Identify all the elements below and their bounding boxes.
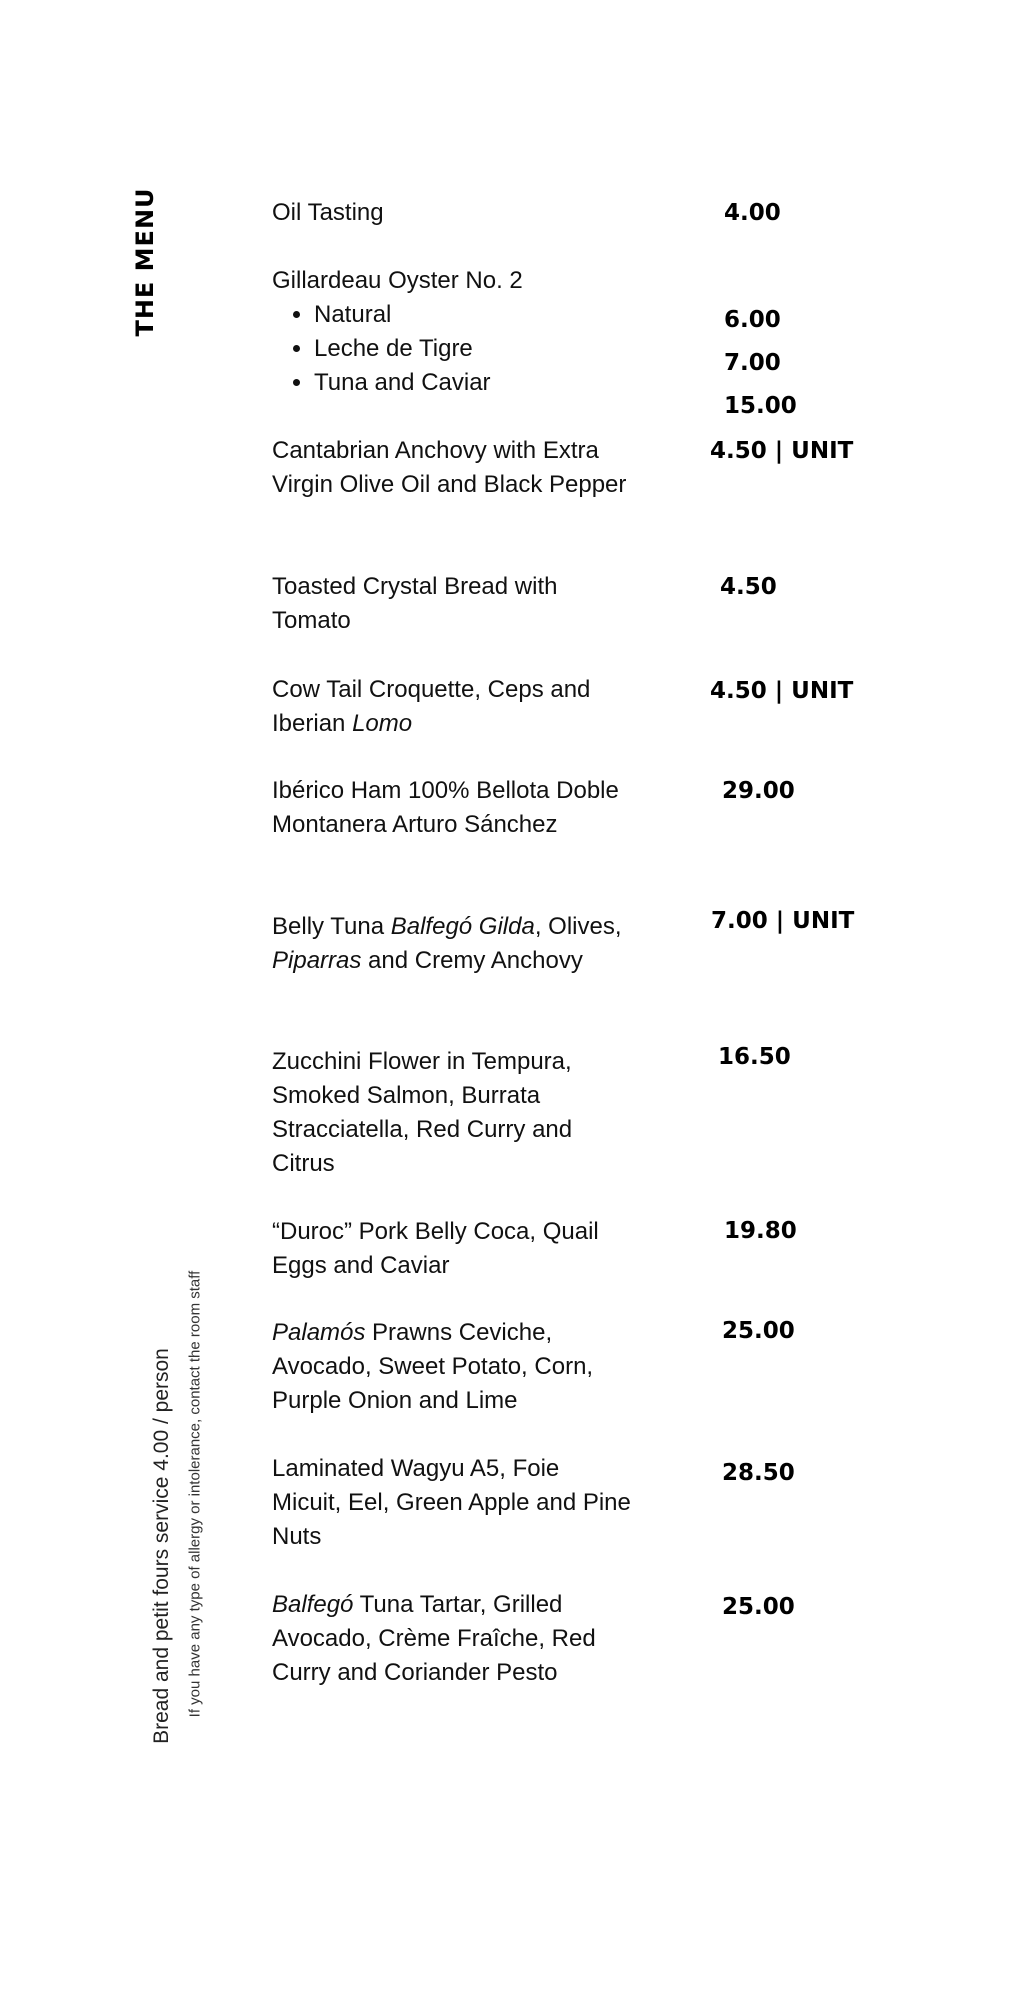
menu-item-price: 19.80 bbox=[724, 1218, 797, 1244]
menu-item-name-italic: Balfegó Gilda bbox=[390, 913, 535, 940]
menu-item-price: 25.00 bbox=[722, 1594, 795, 1620]
menu-item-name-text: and Cremy Anchovy bbox=[361, 947, 583, 974]
menu-item-name-italic: Palamós bbox=[272, 1319, 366, 1346]
menu-title: THE MENU bbox=[131, 187, 159, 337]
menu-item-name: Ibérico Ham 100% Bellota Doble Montanera Arturo Sánchez bbox=[272, 777, 619, 838]
menu-item-name-text: Tuna Tartar, Grilled Avocado, Crème Fraîche, Red Curry and Coriander Pesto bbox=[272, 1591, 596, 1686]
menu-item-price: 4.50 bbox=[720, 574, 777, 600]
menu-item-name: Oil Tasting bbox=[272, 199, 384, 226]
menu-item-name-text: , Olives, bbox=[534, 913, 622, 940]
menu-item-price: 4.00 bbox=[724, 200, 781, 226]
menu-item-name-italic: Piparras bbox=[272, 947, 362, 974]
menu-item-name bbox=[272, 910, 632, 978]
menu-item-name: Toasted Crystal Bread with Tomato bbox=[272, 573, 558, 634]
menu-item-name bbox=[272, 1588, 632, 1690]
option-price: 6.00 bbox=[724, 307, 781, 333]
menu-item-price: 28.50 bbox=[722, 1460, 795, 1486]
option-item: • Leche de Tigre bbox=[314, 332, 632, 366]
menu-item-name: Gillardeau Oyster No. 2 bbox=[272, 267, 523, 294]
menu-item-name: Laminated Wagyu A5, Foie Micuit, Eel, Green Apple and Pine Nuts bbox=[272, 1455, 631, 1550]
service-note: Bread and petit fours service 4.00 / person bbox=[150, 1348, 173, 1744]
menu-item-name: Cantabrian Anchovy with Extra Virgin Olive Oil and Black Pepper bbox=[272, 437, 627, 498]
allergy-note: If you have any type of allergy or intolerance, contact the room staff bbox=[186, 1270, 204, 1718]
menu-item-price: 25.00 bbox=[722, 1318, 795, 1344]
option-item: • Natural bbox=[314, 298, 632, 332]
option-item: • Tuna and Caviar bbox=[314, 366, 632, 400]
menu-item-name-text: Prawns Ceviche, Avocado, Sweet Potato, Corn, Purple Onion and Lime bbox=[272, 1319, 594, 1414]
option-list bbox=[272, 298, 632, 400]
option-price: 15.00 bbox=[724, 393, 797, 419]
menu-item-price: 7.00 | UNIT bbox=[711, 908, 855, 934]
menu-item-name-text: Cow Tail Croquette, Ceps and Iberian bbox=[272, 676, 591, 737]
option-price: 7.00 bbox=[724, 350, 781, 376]
menu-item-name: “Duroc” Pork Belly Coca, Quail Eggs and Caviar bbox=[272, 1218, 599, 1279]
menu-item-price: 4.50 | UNIT bbox=[710, 438, 854, 464]
menu-item-oyster bbox=[272, 264, 632, 400]
menu-item-name-text: Belly Tuna bbox=[272, 913, 391, 940]
menu-item-price: 29.00 bbox=[722, 778, 795, 804]
menu-item-name bbox=[272, 673, 632, 741]
menu-item-name: Zucchini Flower in Tempura, Smoked Salmon, Burrata Stracciatella, Red Curry and Citrus bbox=[272, 1048, 573, 1177]
menu-item-name bbox=[272, 1316, 632, 1418]
menu-item-name-italic: Lomo bbox=[352, 710, 413, 737]
menu-item-price: 16.50 bbox=[718, 1044, 791, 1070]
menu-item-name-italic: Balfegó bbox=[272, 1591, 354, 1618]
menu-item-price: 4.50 | UNIT bbox=[710, 678, 854, 704]
